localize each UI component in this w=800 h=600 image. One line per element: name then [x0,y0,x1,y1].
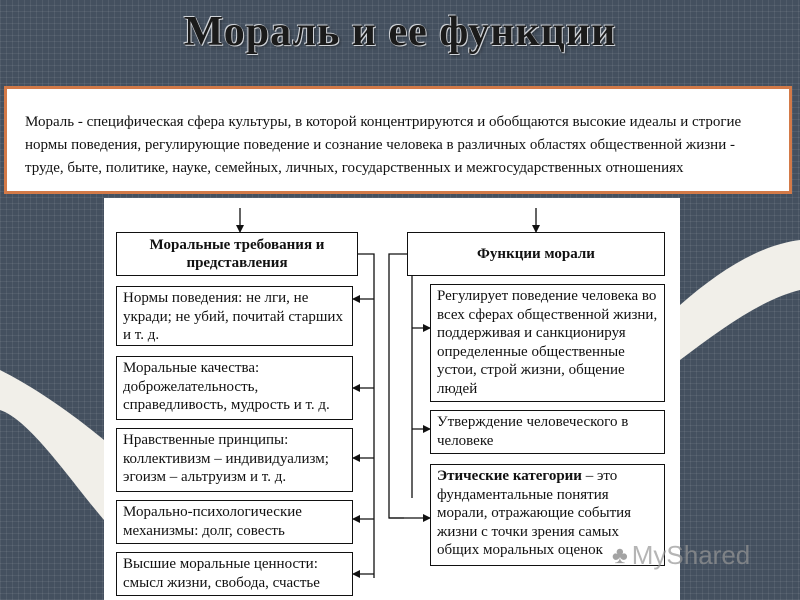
left-item-text: Морально-психологические механизмы: долг, совесть [123,504,302,539]
slide-title: Мораль и ее функции [183,9,617,55]
right-item-text: – это фундаментальные понятия морали, отражающие события жизни с точки зрения самых общих моральных оценок [437,468,632,558]
definition-body: - специфическая сфера культуры, в которой концентрируются и обобщаются высокие идеалы и строгие нормы поведения, регулирующие поведение и сознание человека в различных областях общественной жизни - труде, быте, политике, науке, семейных, личных, государственных и межгосударственных отношениях [25,114,742,176]
left-item-text: Нравственные принципы: коллективизм – индивидуализм; эгоизм – альтруизм и т. д. [123,432,329,485]
left-header-label: Моральные требования и представления [149,237,325,271]
left-header-box [116,232,358,276]
definition-text [25,111,775,180]
presentation-icon: ♣ [612,541,628,569]
left-item-qualities [116,356,353,420]
left-item-principles [116,428,353,492]
right-header-box [407,232,665,276]
diagram-panel [104,198,680,600]
right-item-text: Утверждение человеческого в человеке [437,414,629,449]
left-item-mechanisms [116,500,353,544]
left-item-values [116,552,353,596]
left-item-text: Моральные качества: доброжелательность, справедливость, мудрость и т. д. [123,360,330,413]
right-item-regulation [430,284,665,402]
right-item-humanity [430,410,665,454]
right-item-text: Регулирует поведение человека во всех сферах общественной жизни, поддерживая и санкционируя определенные общественные устои, строй жизни, общение людей [437,288,658,397]
right-item-bold: Этические категории [437,468,582,484]
left-item-norms [116,286,353,346]
watermark-text: MyShared [631,540,751,570]
left-item-text: Высшие моральные ценности: смысл жизни, свобода, счастье [123,556,320,591]
definition-term: Мораль [25,114,75,130]
right-header-label: Функции морали [477,246,595,262]
definition-box [4,86,792,194]
left-item-text: Нормы поведения: не лги, не укради; не убий, почитай старших и т. д. [123,290,343,343]
watermark [612,540,750,571]
